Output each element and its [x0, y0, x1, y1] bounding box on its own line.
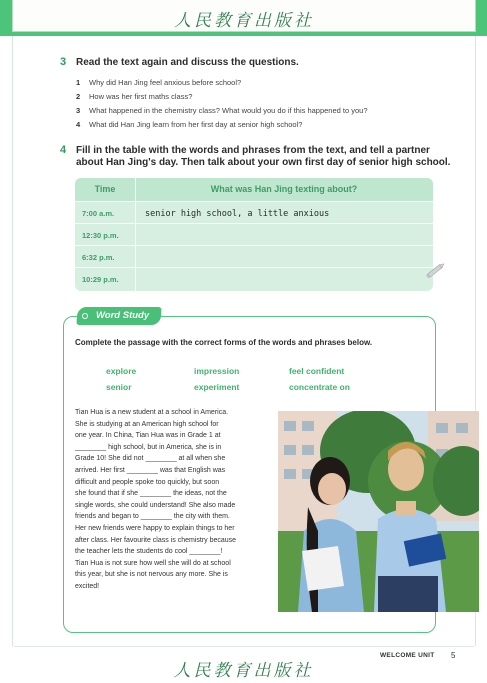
passage-line: excited!	[75, 582, 100, 590]
table-cell-time: 6:32 p.m.	[82, 253, 115, 262]
pencil-icon	[424, 259, 448, 281]
q3-item-text: What happened in the chemistry class? What would you do if this happened to you?	[89, 106, 368, 115]
table-row-divider	[75, 267, 433, 268]
table-header-what: What was Han Jing texting about?	[210, 184, 358, 194]
question-4-heading-line2: about Han Jing's day. Then talk about your own first day of senior high school.	[76, 157, 451, 168]
question-4-heading-line1: Fill in the table with the words and phrases from the text, and tell a partner	[76, 145, 430, 156]
passage-line: difficult and people spoke too quickly, but soon	[75, 478, 220, 486]
passage-line: She is studying at an American high school for	[75, 420, 219, 428]
word-bank-item: experiment	[194, 382, 240, 392]
page-border-left	[12, 36, 13, 646]
footer-unit: WELCOME UNIT	[380, 652, 435, 659]
question-4-number: 4	[60, 144, 67, 156]
passage-line: the teacher lets the students do cool ________!	[75, 548, 223, 556]
texting-table	[75, 178, 433, 291]
publisher-logo: 人民教育出版社	[174, 11, 314, 31]
word-bank-item: explore	[106, 366, 137, 376]
table-cell-time: 7:00 a.m.	[82, 209, 115, 218]
table-column-divider	[135, 178, 136, 291]
passage-line: Grade 10! She did not ________ at all when she	[75, 455, 226, 463]
q3-item-text: Why did Han Jing feel anxious before school?	[89, 78, 242, 87]
question-3-number: 3	[60, 56, 67, 68]
q3-item-text: How was her first maths class?	[89, 92, 193, 101]
q3-item-number: 4	[76, 120, 81, 129]
table-cell-time: 12:30 p.m.	[82, 231, 119, 240]
table-header-time: Time	[94, 184, 116, 194]
passage-line: Tian Hua is not sure how well she will do at school	[75, 559, 231, 567]
table-row-divider	[75, 201, 433, 202]
question-3-heading: Read the text again and discuss the questions.	[76, 57, 299, 68]
passage-line: Her new friends were happy to explain things to her	[75, 524, 235, 532]
passage-line: arrived. Her first ________ was that English was	[75, 466, 226, 474]
table-cell-time: 10:29 p.m.	[82, 275, 119, 284]
students-photo	[278, 411, 479, 612]
word-bank-item: feel confident	[289, 366, 345, 376]
passage-line: friends and began to ________ the city with them.	[75, 513, 230, 521]
word-bank-item: concentrate on	[289, 382, 350, 392]
passage-line: after class. Her favourite class is chemistry because	[75, 536, 237, 544]
word-study-title: Word Study	[96, 310, 150, 321]
word-bank-item: impression	[194, 366, 240, 376]
passage-line: Tian Hua is a new student at a school in America.	[75, 409, 229, 416]
word-study-passage	[75, 407, 275, 593]
table-cell-answer[interactable]: senior high school, a little anxious	[145, 209, 330, 219]
footer-publisher-logo: 人民教育出版社	[173, 661, 314, 681]
word-study-instruction: Complete the passage with the correct forms of the words and phrases below.	[75, 338, 373, 347]
passage-line: this year, but she is not nervous any more. She is	[75, 571, 228, 579]
table-row-divider	[75, 223, 433, 224]
passage-line: one year. In China, Tian Hua was in Grade 1 at	[75, 432, 221, 440]
bullet-icon	[82, 313, 88, 319]
q3-item-number: 2	[76, 92, 81, 101]
q3-item-number: 3	[76, 106, 81, 115]
page-number: 5	[451, 651, 456, 660]
passage-line: ________ high school, but in America, she is in	[75, 443, 222, 451]
word-bank-item: senior	[106, 382, 132, 392]
passage-line: single words, she could understand! She also made	[75, 501, 236, 509]
header-panel	[12, 0, 476, 32]
q3-item-text: What did Han Jing learn from her first day at senior high school?	[89, 120, 303, 129]
table-row-divider	[75, 245, 433, 246]
q3-item-number: 1	[76, 78, 81, 87]
passage-line: she found that if she ________ the ideas, not the	[75, 490, 227, 498]
footer-divider	[14, 646, 474, 647]
